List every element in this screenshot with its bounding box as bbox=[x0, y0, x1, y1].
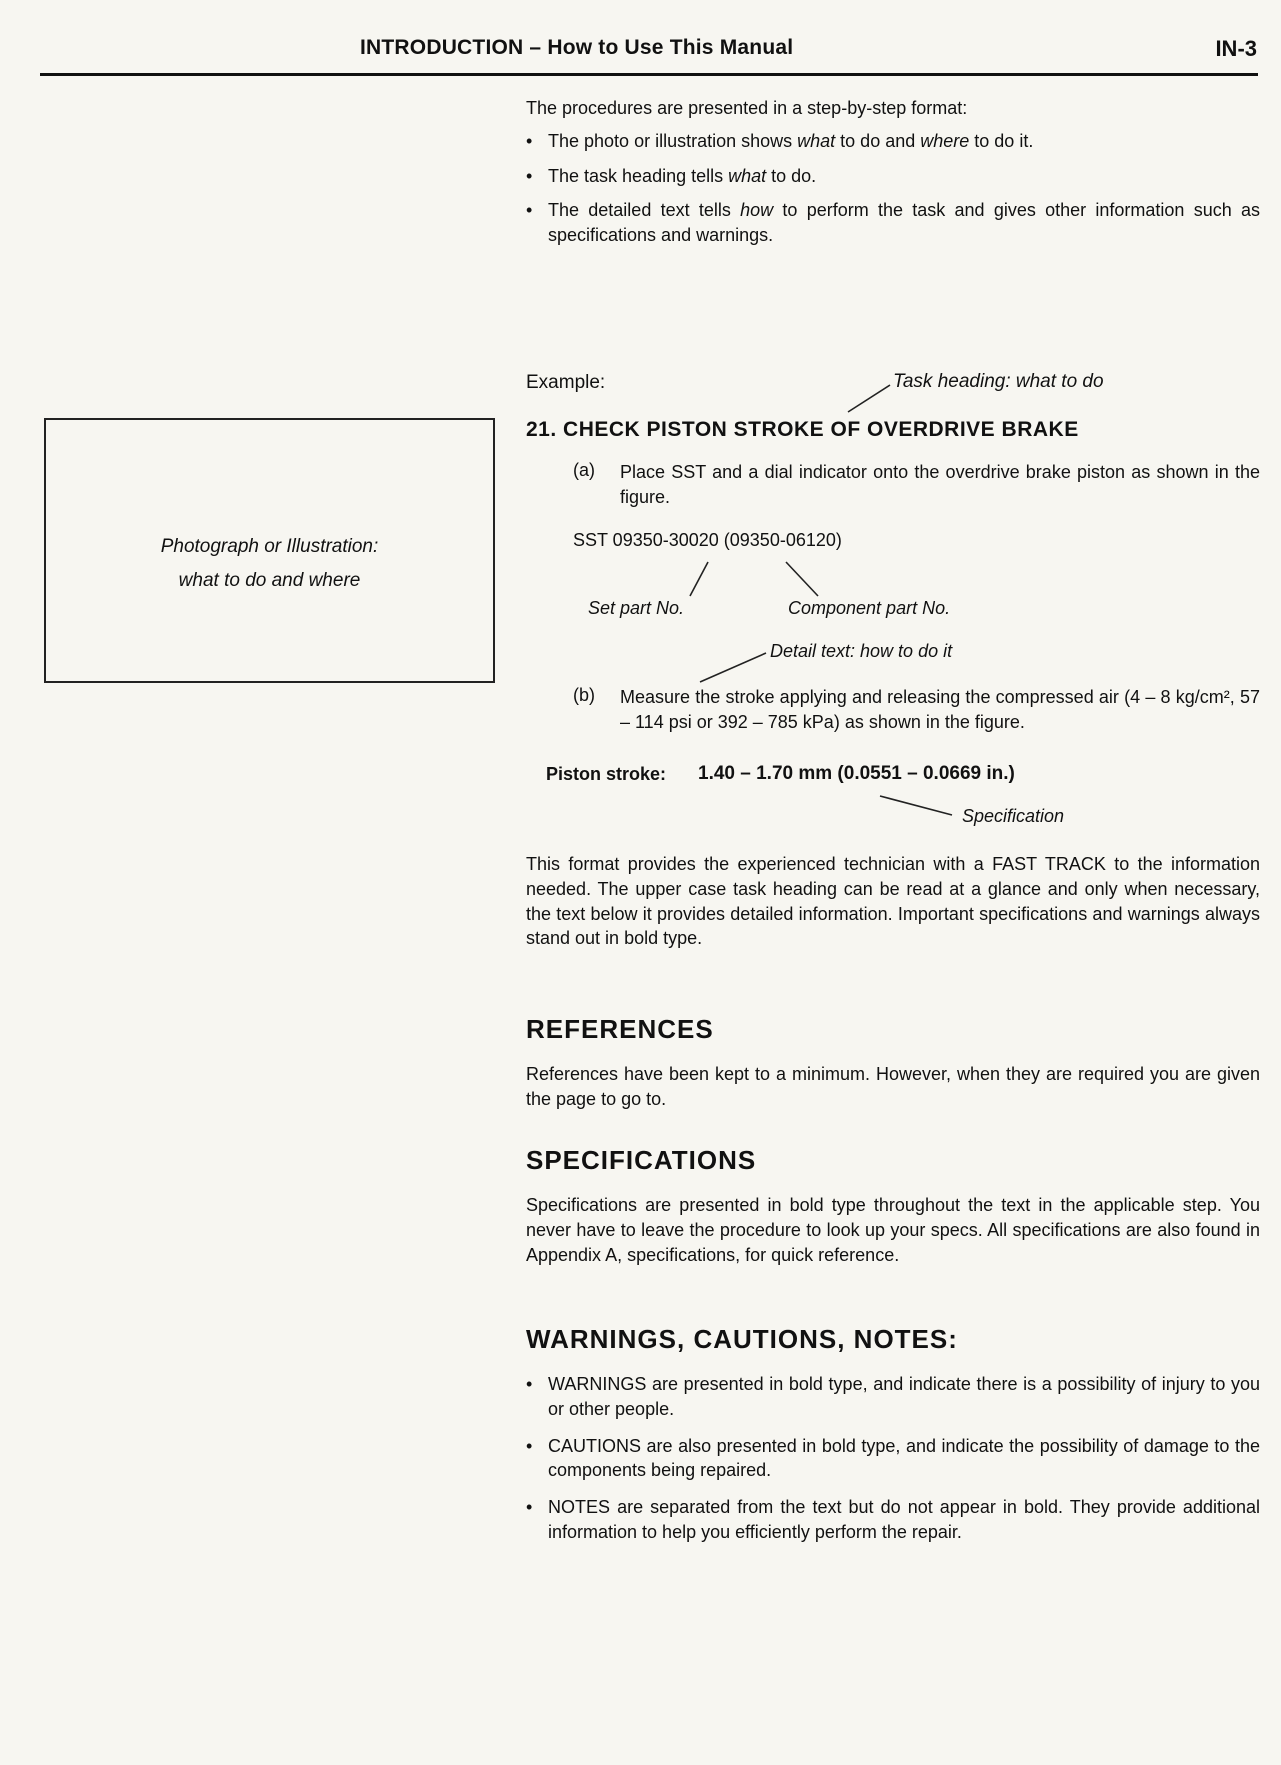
spec-label: Piston stroke: bbox=[546, 764, 667, 784]
references-text: References have been kept to a minimum. However, when they are required you are given the page to go to. bbox=[526, 1064, 1260, 1109]
intro-lead: The procedures are presented in a step-by-step format: bbox=[526, 98, 968, 118]
task-heading: 21. CHECK PISTON STROKE OF OVERDRIVE BRAKE bbox=[526, 418, 1079, 441]
set-part-arrow bbox=[690, 562, 708, 596]
spec-arrow bbox=[880, 796, 952, 815]
illustration-caption-1: Photograph or Illustration: bbox=[160, 536, 379, 557]
illustration-placeholder bbox=[44, 418, 495, 683]
component-part-arrow bbox=[786, 562, 818, 596]
format-paragraph: This format provides the experienced technician with a FAST TRACK to the information needed. The upper case task heading can be read at a glance and only when necessary, the text below it provides detailed information. Important specifications and warnings always stand out in bold type. bbox=[526, 854, 1260, 949]
notes-item: • NOTES are separated from the text but do not appear in bold. They provide additional information to help you efficiently perform the repair. bbox=[526, 1495, 1260, 1545]
illustration-caption-2: what to do and where bbox=[178, 570, 361, 591]
spec-note: Specification bbox=[962, 806, 1065, 826]
task-arrow bbox=[848, 385, 890, 412]
page-number: IN-3 bbox=[1215, 36, 1257, 61]
warnings-list bbox=[526, 1372, 1260, 1545]
task-heading-note: Task heading: what to do bbox=[893, 371, 1104, 392]
sst-line: SST 09350-30020 (09350-06120) bbox=[573, 530, 842, 550]
step-b-marker: (b) bbox=[573, 685, 595, 705]
specifications-text: Specifications are presented in bold type throughout the text in the applicable step. You never have to leave the procedure to look up your specs. All specifications are also found in Appendix A, specifications, for quick reference. bbox=[526, 1195, 1260, 1265]
detail-arrow bbox=[700, 653, 766, 682]
step-a-text: Place SST and a dial indicator onto the overdrive brake piston as shown in the figure. bbox=[620, 462, 1260, 507]
header-section: INTRODUCTION bbox=[360, 36, 524, 59]
intro-bullet: • The task heading tells what to do. bbox=[526, 164, 1260, 189]
header-rule bbox=[40, 73, 1258, 76]
step-b-text: Measure the stroke applying and releasing the compressed air (4 – 8 kg/cm², 57 – 114 psi or 392 – 785 kPa) as shown in the figure. bbox=[620, 687, 1260, 732]
header-subtitle: – How to Use This Manual bbox=[523, 36, 794, 59]
specifications-heading: SPECIFICATIONS bbox=[526, 1145, 757, 1175]
step-a-marker: (a) bbox=[573, 460, 595, 480]
component-part-label: Component part No. bbox=[788, 598, 951, 618]
intro-bullet: • The detailed text tells how to perform the task and gives other information such as specifications and warnings. bbox=[526, 198, 1260, 248]
header-title bbox=[360, 36, 793, 60]
cautions-item: • CAUTIONS are also presented in bold type, and indicate the possibility of damage to the components being repaired. bbox=[526, 1434, 1260, 1484]
spec-value: 1.40 – 1.70 mm (0.0551 – 0.0669 in.) bbox=[698, 763, 1015, 784]
detail-text-note: Detail text: how to do it bbox=[770, 641, 953, 661]
example-label: Example: bbox=[526, 372, 606, 393]
warnings-heading: WARNINGS, CAUTIONS, NOTES: bbox=[526, 1324, 958, 1354]
warnings-item: • WARNINGS are presented in bold type, and indicate there is a possibility of injury to you or other people. bbox=[526, 1372, 1260, 1422]
intro-section bbox=[526, 96, 1260, 248]
intro-bullet: • The photo or illustration shows what to do and where to do it. bbox=[526, 129, 1260, 154]
references-heading: REFERENCES bbox=[526, 1014, 714, 1044]
page-header bbox=[0, 0, 1281, 80]
set-part-label: Set part No. bbox=[588, 598, 685, 618]
